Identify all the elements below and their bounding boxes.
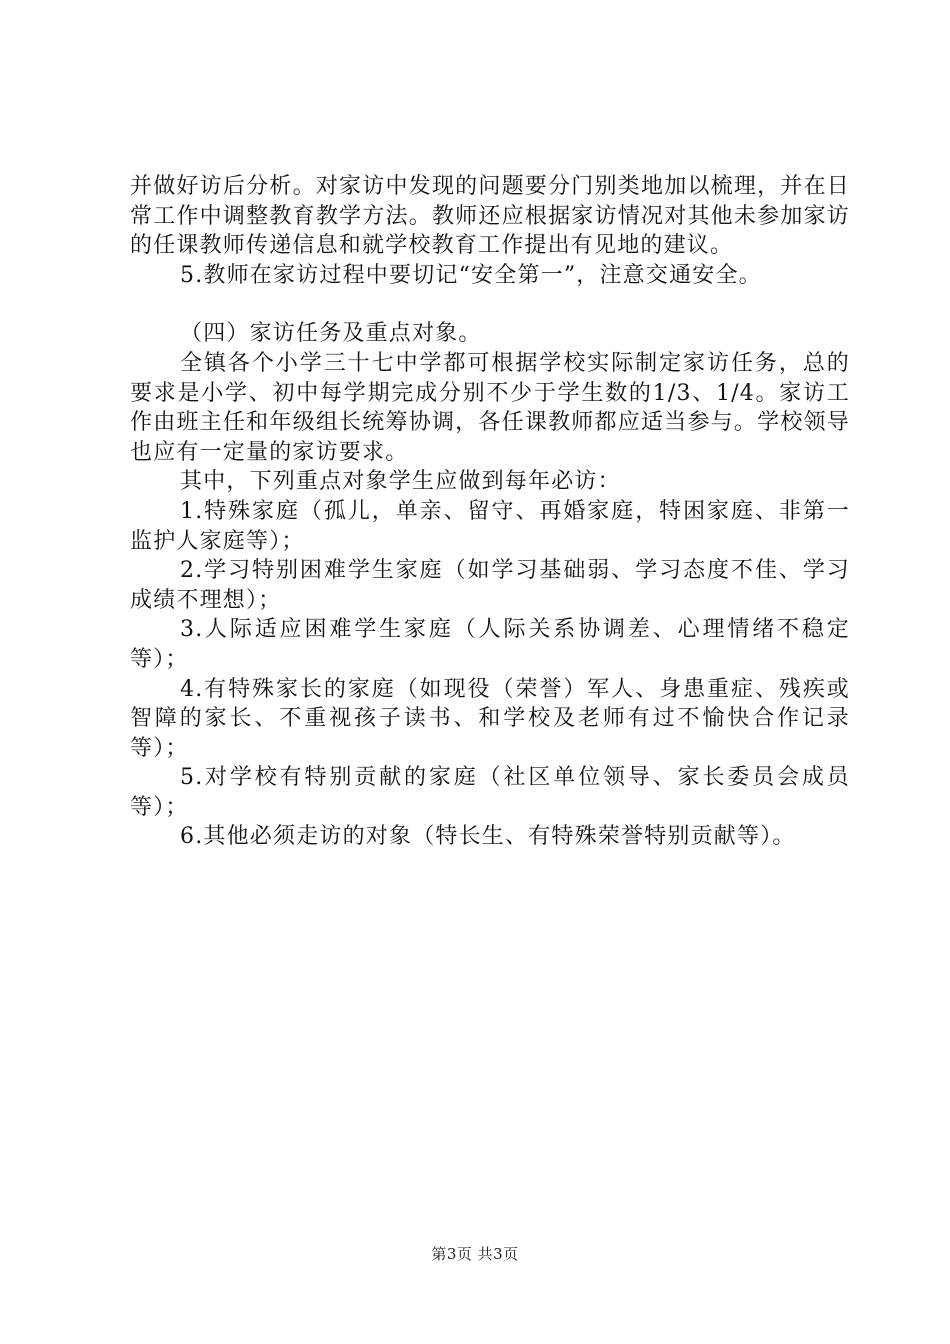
list-item-contributing-families: 5.对学校有特别贡献的家庭（社区单位领导、家长委员会成员等）；	[130, 765, 850, 820]
section-heading-visit-tasks: （四）家访任务及重点对象。	[180, 321, 482, 347]
paragraph-spacer	[130, 290, 850, 319]
list-item-learning-difficulties: 2.学习特别困难学生家庭（如学习基础弱、学习态度不佳、学习成绩不理想）；	[130, 558, 850, 613]
list-item-special-families: 1.特殊家庭（孤儿，单亲、留守、再婚家庭，特困家庭、非第一监护人家庭等）；	[130, 498, 850, 554]
list-item-special-parents: 4.有特殊家长的家庭（如现役（荣誉）军人、身患重症、残疾或智障的家长、不重视孩子读书、和学校及老师有过不愉快合作记录等）；	[130, 676, 850, 761]
paragraph-safety-first: 5.教师在家访过程中要切记“安全第一”，注意交通安全。	[180, 262, 762, 288]
document-body	[130, 172, 850, 852]
list-item-social-adaptation: 3.人际适应困难学生家庭（人际关系协调差、心理情绪不稳定等）；	[130, 617, 850, 672]
list-item-other-targets: 6.其他必须走访的对象（特长生、有特殊荣誉特别贡献等）。	[180, 824, 796, 850]
page-number-footer: 第3页 共3页	[431, 1245, 519, 1263]
paragraph-key-targets-intro: 其中，下列重点对象学生应做到每年必访：	[180, 469, 621, 495]
paragraph-post-visit-analysis: 并做好访后分析。对家访中发现的问题要分门别类地加以梳理，并在日常工作中调整教育教学方法。教师还应根据家访情况对其他未参加家访的任课教师传递信息和就学校教育工作提出有见地的建议。	[130, 174, 850, 259]
paragraph-visit-requirements: 全镇各个小学三十七中学都可根据学校实际制定家访任务，总的要求是小学、初中每学期完成分别不少于学生数的1/3、1/4。家访工作由班主任和年级组长统筹协调，各任课教师都应适当参与。学校领导也应有一定量的家访要求。	[130, 350, 850, 465]
